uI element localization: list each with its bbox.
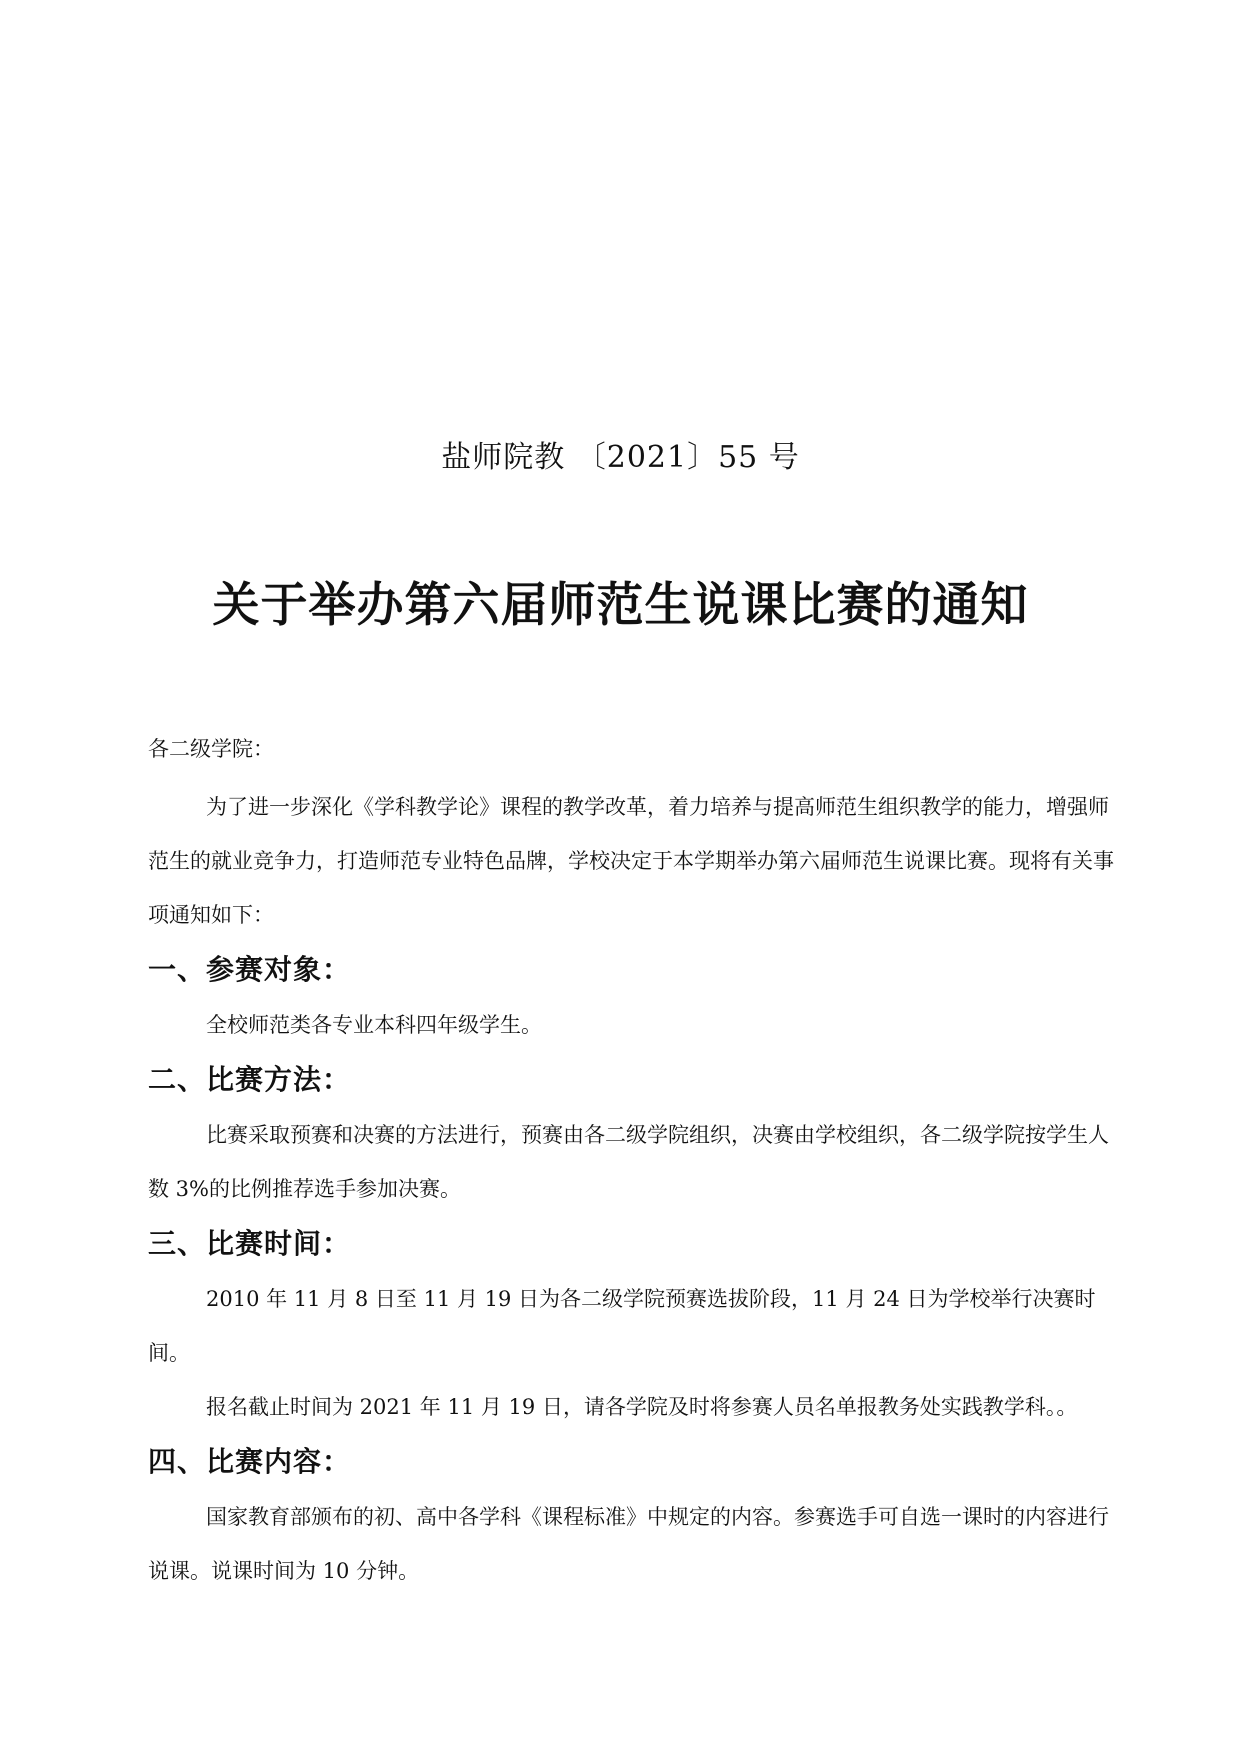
section-paragraph: 全校师范类各专业本科四年级学生。 xyxy=(206,1013,542,1037)
section-paragraph: 比赛采取预赛和决赛的方法进行，预赛由各二级学院组织，决赛由学校组织，各二级学院按学生人数 3%的比例推荐选手参加决赛。 xyxy=(148,1123,1109,1201)
section-paragraph: 国家教育部颁布的初、高中各学科《课程标准》中规定的内容。参赛选手可自选一课时的内容进行说课。说课时间为 10 分钟。 xyxy=(148,1505,1109,1583)
document-number: 盐师院教 〔2021〕55 号 xyxy=(441,440,800,475)
section-paragraph: 2010 年 11 月 8 日至 11 月 19 日为各二级学院预赛选拔阶段，11 月 24 日为学校举行决赛时间。 xyxy=(148,1287,1096,1365)
salutation: 各二级学院： xyxy=(148,737,274,761)
section-paragraph: 报名截止时间为 2021 年 11 月 19 日，请各学院及时将参赛人员名单报教务处实践教学科。。 xyxy=(206,1395,1078,1419)
document-body xyxy=(148,722,1116,1598)
section-heading-participants: 一、参赛对象： xyxy=(148,953,352,986)
section-heading-time: 三、比赛时间： xyxy=(148,1227,352,1260)
document-title: 关于举办第六届师范生说课比赛的通知 xyxy=(212,578,1029,633)
section-heading-method: 二、比赛方法： xyxy=(148,1063,352,1096)
intro-paragraph: 为了进一步深化《学科教学论》课程的教学改革，着力培养与提高师范生组织教学的能力，增强师范生的就业竞争力，打造师范专业特色品牌，学校决定于本学期举办第六届师范生说课比赛。现将有关事项通知如下： xyxy=(148,795,1114,927)
section-heading-content: 四、比赛内容： xyxy=(148,1445,352,1478)
